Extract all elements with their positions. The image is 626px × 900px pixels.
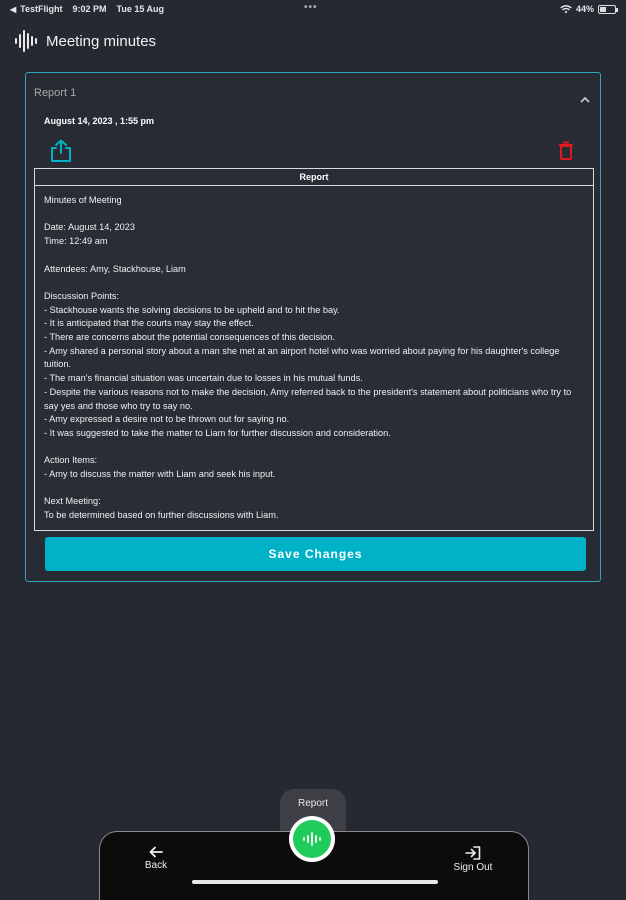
sign-out-icon bbox=[465, 846, 481, 860]
report-card-title: Report 1 bbox=[34, 87, 77, 99]
home-indicator[interactable] bbox=[192, 880, 438, 884]
status-carrier[interactable]: TestFlight bbox=[20, 4, 63, 14]
report-date: August 14, 2023 , 1:55 pm bbox=[44, 116, 155, 126]
sound-wave-logo-icon bbox=[14, 28, 40, 54]
report-text-content[interactable]: Minutes of Meeting Date: August 14, 2023 Time: 12:49 am Attendees: Amy, Stackhouse, Liam Discussion Points: - Stackhouse wants the solving decisions to be upheld and to hit the bay. - It is anticipated that the courts may stay the effect. - There are concerns about the potential consequences of this decision. - Amy shared a personal story about a man she met at an airport hotel who was worried about paying for his daughter's college tuition. - The man's financial situation was uncertain due to losses in his mutual funds. - Despite the various reasons not to make the decision, Amy referred back to the president's statement about politicians who try to say yes and those who try to say no. - Amy expressed a desire not to be thrown out for saying no. - It was suggested to take the matter to Liam for further discussion and consideration. Action Items: - Amy to discuss the matter with Liam and seek his input. Next Meeting: To be determined based on further discussions with Liam. bbox=[44, 195, 572, 521]
app-header bbox=[14, 28, 156, 54]
chevron-up-icon[interactable] bbox=[580, 95, 590, 105]
delete-trash-icon[interactable] bbox=[558, 141, 574, 161]
record-button[interactable] bbox=[289, 816, 335, 862]
record-button-inner bbox=[293, 820, 331, 858]
report-card bbox=[25, 72, 601, 582]
battery-percent: 44% bbox=[575, 4, 594, 14]
back-to-app-icon[interactable]: ◀ bbox=[10, 4, 17, 14]
report-text-header: Report bbox=[35, 169, 593, 186]
save-changes-button[interactable]: Save Changes bbox=[45, 537, 586, 571]
status-left bbox=[10, 4, 164, 14]
sign-out-button[interactable] bbox=[446, 846, 500, 873]
back-label: Back bbox=[144, 860, 168, 871]
battery-icon bbox=[598, 5, 616, 14]
wifi-icon bbox=[560, 5, 572, 14]
status-bar bbox=[0, 0, 626, 20]
report-tab-label: Report bbox=[297, 798, 328, 809]
back-button[interactable] bbox=[138, 846, 174, 871]
arrow-left-icon bbox=[149, 846, 163, 858]
status-time: 9:02 PM bbox=[72, 4, 107, 14]
status-right bbox=[560, 4, 616, 14]
multitasking-dots-icon[interactable]: ••• bbox=[304, 2, 318, 13]
microphone-wave-icon bbox=[302, 832, 322, 846]
share-icon[interactable] bbox=[50, 139, 72, 163]
report-text-area[interactable] bbox=[34, 168, 594, 531]
status-date: Tue 15 Aug bbox=[116, 4, 165, 14]
app-title: Meeting minutes bbox=[46, 32, 157, 50]
sign-out-label: Sign Out bbox=[453, 862, 493, 873]
